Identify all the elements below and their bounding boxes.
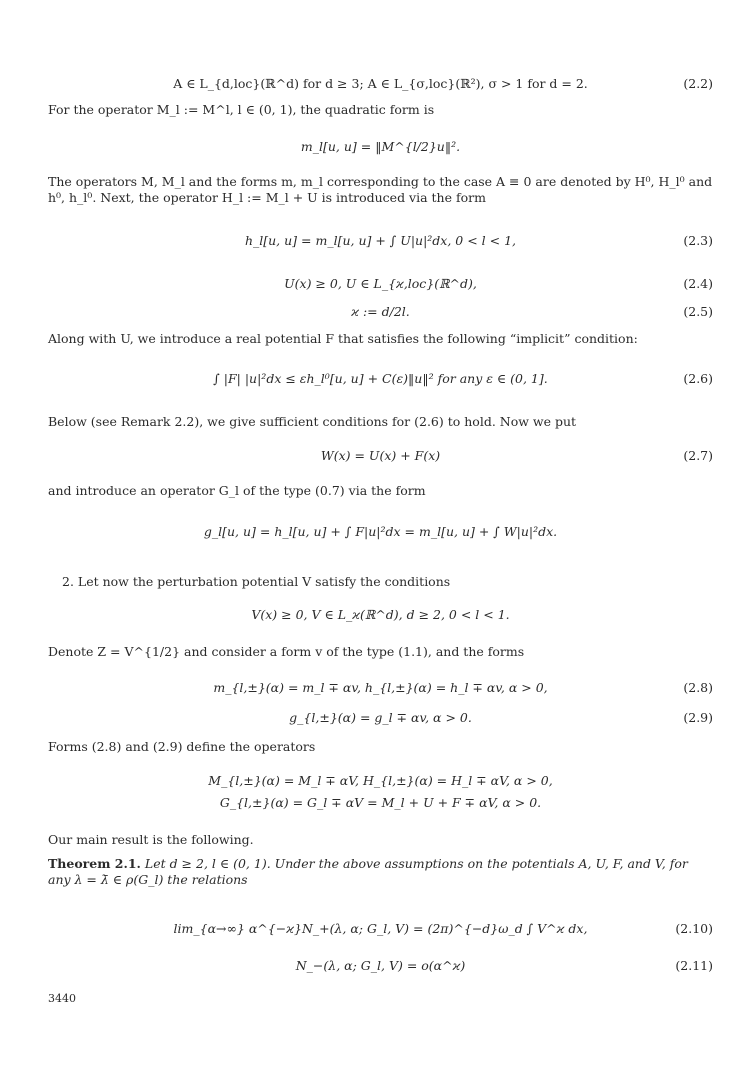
equation-2-7 <box>48 445 713 467</box>
equation-formula: W(x) = U(x) + F(x) <box>320 448 441 463</box>
paragraph-operator-Gl: and introduce an operator G_l of the type (0.7) via the form <box>48 483 426 498</box>
equation-formula: N_−(λ, α; G_l, V) = o(α^ϰ) <box>295 958 466 973</box>
paragraph-main-result: Our main result is the following. <box>48 832 254 847</box>
equation-formula: G_{l,±}(α) = G_l ∓ αV = M_l + U + F ∓ αV, α > 0. <box>219 795 542 810</box>
equation-formula: g_l[u, u] = h_l[u, u] + ∫ F|u|²dx = m_l[u, u] + ∫ W|u|²dx. <box>203 524 558 539</box>
equation-formula: lim_{α→∞} α^{−ϰ}N_+(λ, α; G_l, V) = (2π)^{−d}ω_d ∫ V^ϰ dx, <box>173 921 588 936</box>
equation-gl-form <box>48 521 713 543</box>
equation-2-4 <box>48 273 713 295</box>
equation-formula: g_{l,±}(α) = g_l ∓ αv, α > 0. <box>289 710 472 725</box>
equation-number: (2.7) <box>683 448 713 463</box>
equation-number: (2.4) <box>683 276 713 291</box>
page-number: 3440 <box>48 992 76 1005</box>
equation-2-6 <box>48 368 713 390</box>
equation-V-conditions <box>48 604 713 626</box>
equation-formula: M_{l,±}(α) = M_l ∓ αV, H_{l,±}(α) = H_l ∓ αV, α > 0, <box>208 773 553 788</box>
equation-formula: h_l[u, u] = m_l[u, u] + ∫ U|u|²dx, 0 < l < 1, <box>244 233 517 248</box>
equation-number: (2.6) <box>683 371 713 386</box>
theorem-2-1-line1 <box>48 855 713 872</box>
equation-operators-line1 <box>48 770 713 792</box>
theorem-text: Let d ≥ 2, l ∈ (0, 1). Under the above assumptions on the potentials A, U, F, and V, for <box>144 856 688 871</box>
paragraph-forms-define: Forms (2.8) and (2.9) define the operators <box>48 739 316 754</box>
paragraph-operator-ml: For the operator M_l := M^l, l ∈ (0, 1), the quadratic form is <box>48 102 435 117</box>
equation-number: (2.9) <box>683 710 713 725</box>
equation-number: (2.10) <box>675 921 713 936</box>
paragraph-denote-Z: Denote Z = V^{1/2} and consider a form v of the type (1.1), and the forms <box>48 644 525 659</box>
paragraph-perturbation <box>62 573 727 590</box>
equation-number: (2.3) <box>683 233 713 248</box>
equation-number: (2.2) <box>683 76 713 91</box>
equation-formula: m_{l,±}(α) = m_l ∓ αv, h_{l,±}(α) = h_l ∓ αv, α > 0, <box>213 680 548 695</box>
equation-formula: U(x) ≥ 0, U ∈ L_{ϰ,loc}(ℝ^d), <box>284 276 477 291</box>
theorem-heading: Theorem 2.1. <box>48 856 141 871</box>
equation-2-10 <box>48 918 713 940</box>
paragraph-operators-line2: h⁰, h_l⁰. Next, the operator H_l := M_l + U is introduced via the form <box>48 190 486 205</box>
equation-formula: V(x) ≥ 0, V ∈ L_ϰ(ℝ^d), d ≥ 2, 0 < l < 1. <box>251 607 510 622</box>
equation-number: (2.5) <box>683 304 713 319</box>
equation-ml-form <box>48 136 713 158</box>
theorem-2-1-line2: any λ = λ̄ ∈ ρ(G_l) the relations <box>48 872 248 887</box>
paragraph-sufficient-conditions: Below (see Remark 2.2), we give sufficient conditions for (2.6) to hold. Now we put <box>48 414 577 429</box>
equation-2-11 <box>48 955 713 977</box>
equation-2-2 <box>48 73 713 95</box>
paragraph-potential-F: Along with U, we introduce a real potential F that satisfies the following “implicit” condition: <box>48 331 638 346</box>
equation-formula: A ∈ L_{d,loc}(ℝ^d) for d ≥ 3; A ∈ L_{σ,loc}(ℝ²), σ > 1 for d = 2. <box>173 76 588 91</box>
equation-2-8 <box>48 677 713 699</box>
equation-formula: ϰ := d/2l. <box>351 304 410 319</box>
equation-2-5 <box>48 301 713 323</box>
paragraph-operators-line1: The operators M, M_l and the forms m, m_l corresponding to the case A ≡ 0 are denoted by H⁰, H_l⁰ and <box>48 174 713 189</box>
equation-formula: m_l[u, u] = ‖M^{l/2}u‖². <box>300 139 461 154</box>
equation-2-3 <box>48 230 713 252</box>
equation-operators-line2 <box>48 792 713 814</box>
equation-formula: ∫ |F| |u|²dx ≤ εh_l⁰[u, u] + C(ε)‖u‖² for any ε ∈ (0, 1]. <box>213 371 548 386</box>
equation-number: (2.11) <box>675 958 713 973</box>
equation-number: (2.8) <box>683 680 713 695</box>
equation-2-9 <box>48 707 713 729</box>
paragraph-perturbation-text: 2. Let now the perturbation potential V satisfy the conditions <box>62 574 451 589</box>
